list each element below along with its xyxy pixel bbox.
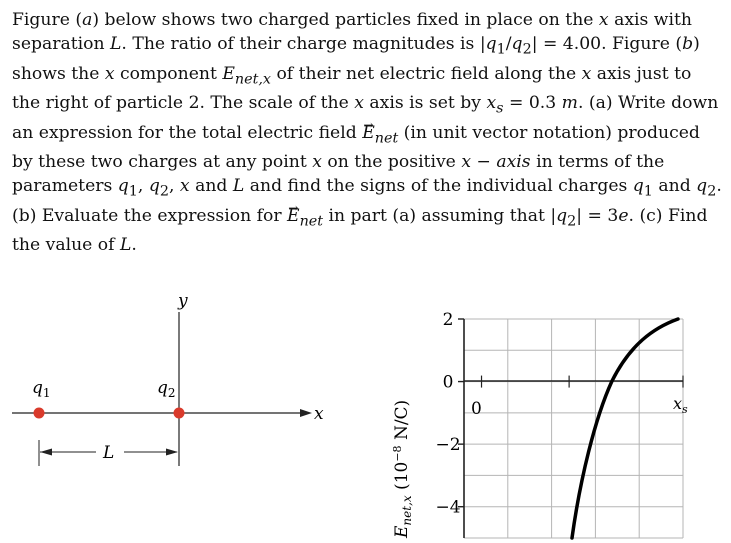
math-subscript: 2: [522, 41, 532, 58]
figure-a-reference: a: [82, 10, 93, 30]
math-x: x: [598, 10, 609, 30]
math-x: x: [179, 176, 190, 197]
text-fragment: | = 4.00. Figure (: [531, 34, 683, 55]
text-fragment: | = 3: [576, 205, 619, 226]
xs-label: [673, 394, 688, 416]
math-axis-word: axis: [496, 152, 531, 173]
text-fragment: ,: [168, 176, 180, 197]
text-fragment: . (c) Find the value of: [12, 205, 708, 256]
math-L: L: [119, 235, 132, 256]
text-fragment: in part (a) assuming that |: [323, 205, 557, 226]
math-L: L: [110, 34, 122, 55]
math-subscript: 2: [707, 183, 717, 200]
math-q2: q: [511, 34, 523, 55]
q1-letter: q: [32, 378, 43, 398]
text-fragment: ) below shows two charged particles fixed in place on the: [92, 10, 599, 30]
math-q2: q: [556, 205, 568, 226]
x-axis-label: x: [314, 404, 324, 424]
q2-subscript: 2: [167, 386, 176, 400]
separation-arrow-left: [40, 449, 52, 456]
text-fragment: . The ratio of their charge magnitudes is |: [121, 34, 486, 55]
q2-letter: q: [157, 378, 168, 398]
text-fragment: axis is set by: [363, 93, 487, 114]
text-fragment: −: [471, 152, 497, 173]
figure-b-reference: b: [682, 34, 694, 55]
graph-y-tick-labels: [435, 310, 460, 518]
text-fragment: ,: [137, 176, 149, 197]
math-x: x: [486, 93, 497, 114]
xs-letter: x: [673, 394, 683, 413]
text-fragment: of their net electric field along the: [271, 63, 582, 84]
graph-grid: [464, 319, 683, 538]
math-E: E: [222, 63, 235, 84]
text-fragment: and: [189, 176, 233, 197]
y-tick-label: 2: [442, 310, 454, 330]
math-subscript: net: [374, 130, 399, 147]
math-q1: q: [117, 176, 129, 197]
math-subscript: net: [299, 213, 324, 230]
ylabel-unit-open: (10: [392, 461, 412, 496]
text-fragment: in terms of the parameters: [12, 152, 665, 197]
text-fragment: axis with separation: [12, 10, 692, 55]
math-vector-E: → E: [362, 121, 375, 145]
charge-q2-dot: [174, 408, 185, 419]
q2-label: [157, 378, 176, 400]
ylabel-E: E: [392, 525, 412, 538]
math-x: x: [312, 152, 322, 173]
x-axis-arrowhead: [300, 409, 312, 417]
math-subscript: 1: [643, 183, 653, 200]
math-subscript: 1: [496, 41, 506, 58]
y-tick-label: −4: [435, 497, 461, 518]
math-slash: /: [505, 34, 512, 55]
problem-paragraph: [12, 8, 722, 257]
math-subscript: 2: [159, 183, 169, 200]
text-fragment: axis just to the right of particle 2. The scale of the: [12, 63, 692, 114]
math-q1: q: [632, 176, 644, 197]
q1-subscript: 1: [42, 386, 51, 400]
math-subscript: 1: [128, 183, 138, 200]
ylabel-subscript: net,x: [400, 495, 414, 526]
math-q2: q: [148, 176, 160, 197]
math-x: x: [581, 63, 592, 84]
q1-label: [32, 378, 51, 400]
separation-arrow-right: [166, 449, 178, 456]
separation-label: L: [103, 443, 115, 463]
text-fragment: component: [114, 63, 223, 84]
math-L: L: [232, 176, 245, 197]
text-fragment: ) shows the: [12, 34, 700, 84]
graph-y-axis-label: [391, 400, 414, 539]
text-fragment: on the positive: [321, 152, 462, 173]
y-axis-label: y: [178, 291, 188, 311]
math-subscript: net,x: [234, 71, 271, 88]
math-x: x: [104, 63, 115, 84]
math-subscript: s: [496, 100, 504, 117]
field-curve: [572, 319, 678, 538]
math-subscript: 2: [567, 213, 577, 230]
math-x: x: [461, 152, 472, 173]
text-fragment: and: [652, 176, 697, 197]
charge-q1-dot: [34, 408, 45, 419]
math-unit-m: m: [561, 93, 578, 114]
y-tick-label: −2: [435, 435, 461, 456]
text-fragment: Figure (: [12, 10, 83, 30]
math-x: x: [354, 93, 364, 114]
problem-statement: [12, 8, 722, 257]
figure-b-field-graph: [375, 290, 705, 540]
ylabel-exponent: −8: [391, 445, 404, 462]
xs-subscript: s: [682, 403, 688, 416]
math-e: e: [618, 205, 629, 226]
text-fragment: . (b) Evaluate the expression for: [12, 176, 722, 226]
math-q1: q: [485, 34, 497, 55]
math-vector-E: → E: [287, 204, 300, 228]
text-fragment: . (a) Write down an expression for the total electric field: [12, 93, 719, 143]
text-fragment: = 0.3: [503, 93, 562, 114]
math-q2: q: [696, 176, 708, 197]
text-fragment: .: [131, 235, 137, 256]
figure-a-charges-diagram: [0, 290, 340, 480]
x-origin-label: 0: [471, 399, 482, 419]
text-fragment: and find the signs of the individual charges: [244, 176, 633, 197]
text-fragment: (in unit vector notation) produced by these two charges at any point: [12, 122, 700, 173]
ylabel-unit-close: N/C): [392, 399, 412, 446]
y-tick-label: 0: [442, 372, 454, 393]
